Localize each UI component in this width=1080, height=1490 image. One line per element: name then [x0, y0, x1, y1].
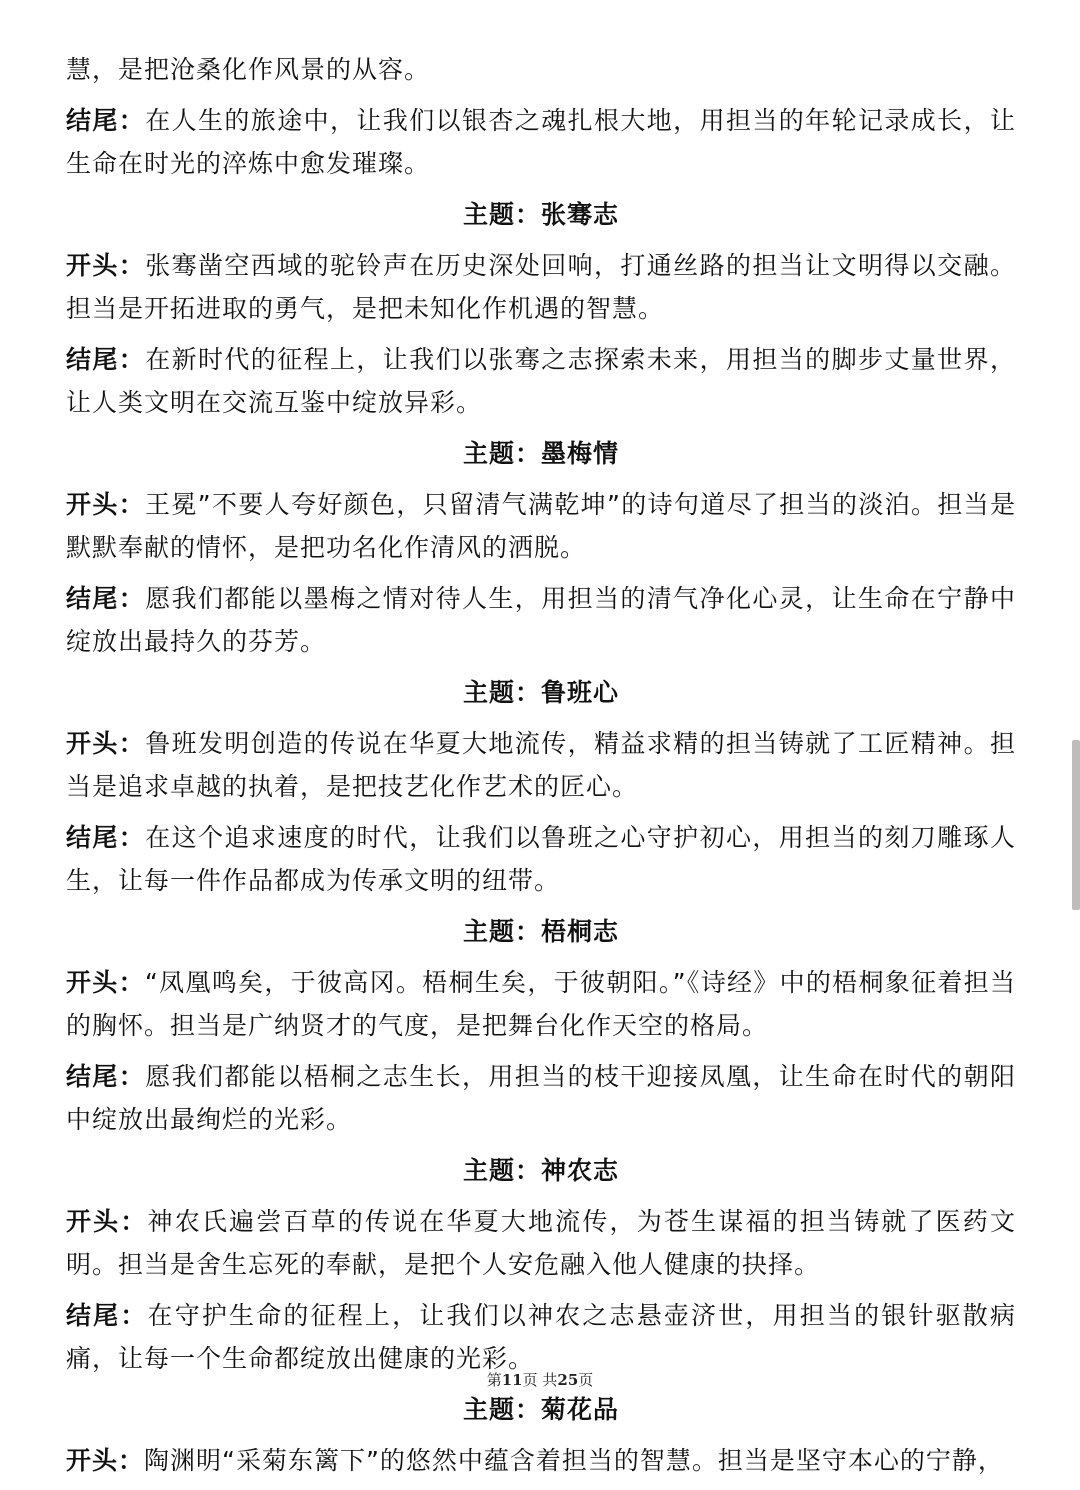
scrollbar-thumb[interactable]	[1072, 740, 1080, 910]
topic-heading	[66, 910, 1016, 953]
paragraph-lead-label: 开头：	[66, 1207, 148, 1236]
topic-label: 主题：	[462, 1156, 541, 1185]
paragraph-text: 陶渊明“采菊东篱下”的悠然中蕴含着担当的智慧。担当是坚守本心的宁静，	[144, 1446, 1004, 1475]
page-footer	[0, 1369, 1080, 1390]
paragraph-text: 神农氏遍尝百草的传说在华夏大地流传，为苍生谋福的担当铸就了医药文明。担当是舍生忘死的奉献，是把个人安危融入他人健康的抉择。	[66, 1207, 1016, 1279]
footer-suffix: 页	[578, 1371, 594, 1389]
topic-label: 主题：	[462, 200, 541, 229]
paragraph-lead-label: 开头：	[66, 1446, 145, 1475]
paragraph-lead-label: 结尾：	[66, 823, 146, 852]
total-page-count: 25	[557, 1371, 579, 1389]
paragraph-lead-label: 结尾：	[66, 584, 146, 613]
topic-title: 菊花品	[541, 1395, 620, 1424]
paragraph-text: 王冕”不要人夸好颜色，只留清气满乾坤”的诗句道尽了担当的淡泊。担当是默默奉献的情怀，是把功名化作清风的洒脱。	[66, 490, 1016, 562]
paragraph-lead-label: 结尾：	[66, 106, 146, 135]
paragraph-text: 愿我们都能以墨梅之情对待人生，用担当的清气净化心灵，让生命在宁静中绽放出最持久的芬芳。	[66, 584, 1016, 656]
topic-label: 主题：	[462, 917, 541, 946]
paragraph-lead-label: 开头：	[66, 729, 146, 758]
topic-heading	[66, 432, 1016, 475]
topic-label: 主题：	[462, 1395, 541, 1424]
paragraph-lead-label: 开头：	[66, 490, 146, 519]
paragraph-lead-label: 结尾：	[66, 345, 146, 374]
body-paragraph	[66, 1055, 1016, 1141]
paragraph-text: 在守护生命的征程上，让我们以神农之志悬壶济世，用担当的银针驱散病痛，让每一个生命都绽放出健康的光彩。	[66, 1301, 1016, 1373]
paragraph-text: 在人生的旅途中，让我们以银杏之魂扎根大地，用担当的年轮记录成长，让生命在时光的淬炼中愈发璀璨。	[66, 106, 1016, 178]
paragraph-lead-label: 结尾：	[66, 1301, 148, 1330]
body-paragraph	[66, 244, 1016, 330]
topic-title: 张骞志	[541, 200, 620, 229]
paragraph-text: “凤凰鸣矣，于彼高冈。梧桐生矣，于彼朝阳。”《诗经》中的梧桐象征着担当的胸怀。担当是广纳贤才的气度，是把舞台化作天空的格局。	[66, 968, 1016, 1040]
paragraph-text: 在新时代的征程上，让我们以张骞之志探索未来，用担当的脚步丈量世界，让人类文明在交流互鉴中绽放异彩。	[66, 345, 1016, 417]
footer-prefix: 第	[486, 1371, 502, 1389]
paragraph-text: 张骞凿空西域的驼铃声在历史深处回响，打通丝路的担当让文明得以交融。担当是开拓进取的勇气，是把未知化作机遇的智慧。	[66, 251, 1016, 323]
topic-label: 主题：	[462, 439, 541, 468]
topic-title: 神农志	[541, 1156, 620, 1185]
body-paragraph	[66, 99, 1016, 185]
topic-title: 梧桐志	[541, 917, 620, 946]
topic-heading	[66, 671, 1016, 714]
paragraph-text: 鲁班发明创造的传说在华夏大地流传，精益求精的担当铸就了工匠精神。担当是追求卓越的执着，是把技艺化作艺术的匠心。	[66, 729, 1016, 801]
body-paragraph	[66, 816, 1016, 902]
topic-title: 鲁班心	[541, 678, 620, 707]
body-paragraph	[66, 577, 1016, 663]
body-paragraph	[66, 1439, 1016, 1482]
paragraph-lead-label: 开头：	[66, 251, 146, 280]
topic-label: 主题：	[462, 678, 541, 707]
body-paragraph	[66, 722, 1016, 808]
topic-heading	[66, 1388, 1016, 1431]
document-body	[66, 48, 1016, 1490]
paragraph-lead-label: 开头：	[66, 968, 145, 997]
body-paragraph	[66, 338, 1016, 424]
paragraph-text: 愿我们都能以梧桐之志生长，用担当的枝干迎接凤凰，让生命在时代的朝阳中绽放出最绚烂的光彩。	[66, 1062, 1016, 1134]
body-paragraph	[66, 961, 1016, 1047]
paragraph-lead-label: 结尾：	[66, 1062, 146, 1091]
body-paragraph	[66, 1200, 1016, 1286]
topic-heading	[66, 193, 1016, 236]
footer-middle: 页 共	[522, 1371, 558, 1389]
topic-title: 墨梅情	[541, 439, 620, 468]
body-paragraph	[66, 483, 1016, 569]
body-paragraph	[66, 1294, 1016, 1380]
topic-heading	[66, 1149, 1016, 1192]
paragraph-text: 在这个追求速度的时代，让我们以鲁班之心守护初心，用担当的刻刀雕琢人生，让每一件作品都成为传承文明的纽带。	[66, 823, 1016, 895]
body-paragraph	[66, 48, 1016, 91]
current-page-number: 11	[501, 1371, 523, 1389]
paragraph-text: 慧，是把沧桑化作风景的从容。	[66, 55, 431, 84]
